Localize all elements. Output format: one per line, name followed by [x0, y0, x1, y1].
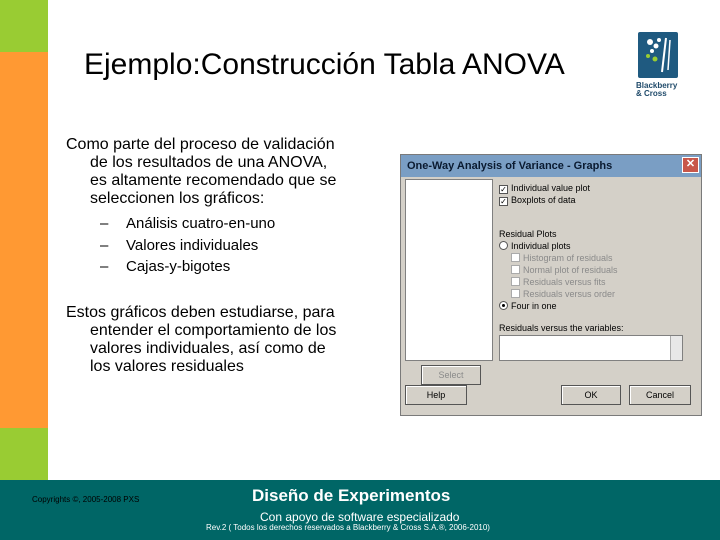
residuals-vs-variables-input[interactable]	[499, 335, 683, 361]
slide-title: Ejemplo:Construcción Tabla ANOVA	[84, 48, 565, 81]
logo-mark-icon	[638, 32, 678, 78]
accent-strip-middle	[0, 52, 48, 428]
select-button[interactable]: Select	[421, 365, 481, 385]
close-icon[interactable]: ✕	[682, 157, 699, 173]
residuals-vs-variables-label: Residuals versus the variables:	[499, 323, 624, 333]
footer-title: Diseño de Experimentos	[252, 486, 451, 505]
dialog-titlebar: One-Way Analysis of Variance - Graphs ✕	[401, 155, 701, 177]
individual-plots-radio[interactable]: Individual plots	[499, 241, 571, 251]
help-button[interactable]: Help	[405, 385, 467, 405]
accent-strip-bottom	[0, 428, 48, 480]
four-in-one-radio[interactable]: Four in one	[499, 301, 557, 311]
list-item: – Valores individuales	[100, 236, 259, 254]
paragraph-validation: Como parte del proceso de validación de los resultados de una ANOVA, es altamente recomendado que se seleccionen los gráficos:	[66, 136, 337, 207]
paragraph-study: Estos gráficos deben estudiarse, para entender el comportamiento de los valores individuales, así como de los valores residuales	[66, 304, 337, 375]
footer-bar	[0, 480, 720, 540]
list-item: – Cajas-y-bigotes	[100, 258, 231, 275]
scrollbar[interactable]	[670, 336, 682, 360]
residuals-vs-order-checkbox[interactable]: Residuals versus order	[511, 289, 615, 299]
footer-revision: Rev.2 ( Todos los derechos reservados a Blackberry & Cross S.A.®, 2006-2010)	[206, 523, 490, 532]
normal-plot-checkbox[interactable]: Normal plot of residuals	[511, 265, 618, 275]
logo-text: Blackberry & Cross	[636, 81, 678, 98]
ok-button[interactable]: OK	[561, 385, 621, 405]
copyright-text: Copyrights ©, 2005-2008 PXS	[32, 495, 140, 504]
graphs-dialog	[400, 154, 702, 416]
individual-value-plot-checkbox[interactable]: ✓ Individual value plot	[500, 183, 591, 194]
footer-subtitle: Con apoyo de software especializado	[260, 510, 460, 524]
cancel-button[interactable]: Cancel	[629, 385, 691, 405]
company-logo	[632, 32, 688, 102]
list-item: – Análisis cuatro-en-uno	[100, 215, 276, 232]
residual-plots-label: Residual Plots	[499, 229, 557, 239]
boxplots-checkbox[interactable]: ✓ Boxplots of data	[500, 195, 576, 206]
histogram-checkbox[interactable]: Histogram of residuals	[511, 253, 613, 263]
variables-list[interactable]	[405, 179, 493, 361]
accent-strip-top	[0, 0, 48, 52]
residuals-vs-fits-checkbox[interactable]: Residuals versus fits	[511, 277, 606, 287]
graph-list	[100, 213, 275, 278]
